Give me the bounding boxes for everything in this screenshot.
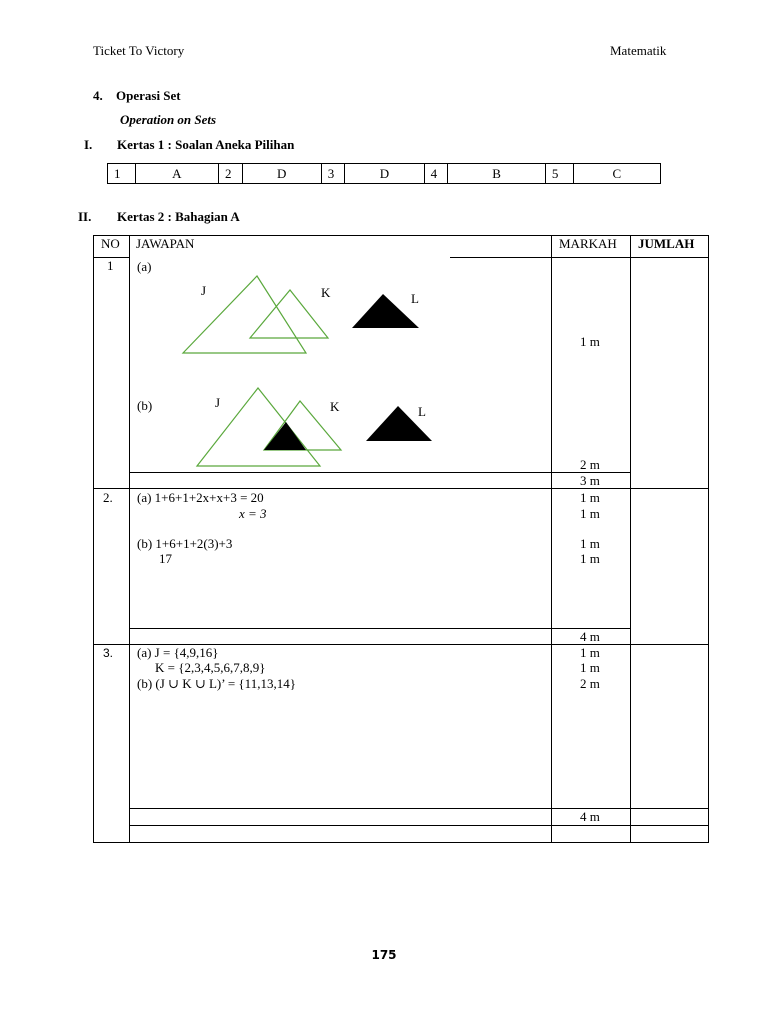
mcq-answer: D: [345, 164, 424, 184]
q2-total: 4 m: [580, 629, 600, 644]
mcq-answer: C: [573, 164, 660, 184]
part2-roman: II.: [78, 209, 92, 224]
q3-number: 3.: [103, 646, 114, 660]
q2-number: 2.: [103, 490, 113, 505]
q3-line-3: (b) (J ∪ K ∪ L)’ = {11,13,14}: [137, 676, 296, 691]
q1b-label: (b): [137, 398, 153, 413]
q1b-mark: 2 m: [580, 457, 600, 472]
q1-number: 1: [107, 258, 114, 273]
q1a-label-k: K: [321, 285, 331, 300]
q3-line-2: K = {2,3,4,5,6,7,8,9}: [155, 660, 266, 675]
q1a-set-k-triangle: [250, 290, 328, 338]
q3-total: 4 m: [580, 809, 600, 824]
q1b-label-k: K: [330, 399, 340, 414]
q2-mark: 1 m: [580, 490, 600, 505]
mcq-answer: B: [448, 164, 546, 184]
mcq-q-number: 2: [219, 164, 243, 184]
q1a-label: (a): [137, 259, 152, 274]
col-header-no: NO: [101, 236, 120, 251]
q1b-shaded-region: [264, 422, 306, 450]
col-header-answer: JAWAPAN: [136, 236, 195, 251]
q3-line-1: (a) J = {4,9,16}: [137, 645, 219, 660]
q2-line-4: 17: [159, 551, 172, 566]
mcq-q-number: 5: [545, 164, 573, 184]
section-subtitle: Operation on Sets: [120, 112, 217, 127]
q2-mark: 1 m: [580, 551, 600, 566]
part2-title: Kertas 2 : Bahagian A: [117, 209, 240, 224]
mcq-q-number: 4: [424, 164, 448, 184]
mcq-q-number: 1: [108, 164, 136, 184]
col-header-total: JUMLAH: [638, 236, 695, 251]
mcq-q-number: 3: [321, 164, 345, 184]
q2-mark: 1 m: [580, 506, 600, 521]
q1a-label-l: L: [411, 291, 419, 306]
q3-mark: 1 m: [580, 660, 600, 675]
q2-line-2: x = 3: [239, 506, 267, 521]
q1a-mark: 1 m: [580, 334, 600, 349]
col-header-marks: MARKAH: [559, 236, 617, 251]
q1-total: 3 m: [580, 473, 600, 488]
part1-title: Kertas 1 : Soalan Aneka Pilihan: [117, 137, 295, 152]
q3-mark: 2 m: [580, 676, 600, 691]
q1a-label-j: J: [201, 283, 207, 298]
mcq-answer: D: [242, 164, 321, 184]
header-right: Matematik: [610, 43, 667, 58]
page-number: 175: [371, 948, 397, 962]
section-number: 4.: [93, 88, 103, 103]
q1a-set-l-triangle: [352, 294, 419, 328]
q1b-label-j: J: [215, 395, 221, 410]
q1-venn-diagrams: [130, 258, 550, 470]
q3-mark: 1 m: [580, 645, 600, 660]
part1-roman: I.: [84, 137, 93, 152]
header-left: Ticket To Victory: [93, 43, 185, 58]
q2-line-1: (a) 1+6+1+2x+x+3 = 20: [137, 490, 264, 505]
q2-line-3: (b) 1+6+1+2(3)+3: [137, 536, 233, 551]
mcq-answer: A: [135, 164, 218, 184]
q1b-label-l: L: [418, 404, 426, 419]
mcq-answer-table: [107, 163, 661, 184]
section-title: Operasi Set: [116, 88, 181, 103]
q2-mark: 1 m: [580, 536, 600, 551]
